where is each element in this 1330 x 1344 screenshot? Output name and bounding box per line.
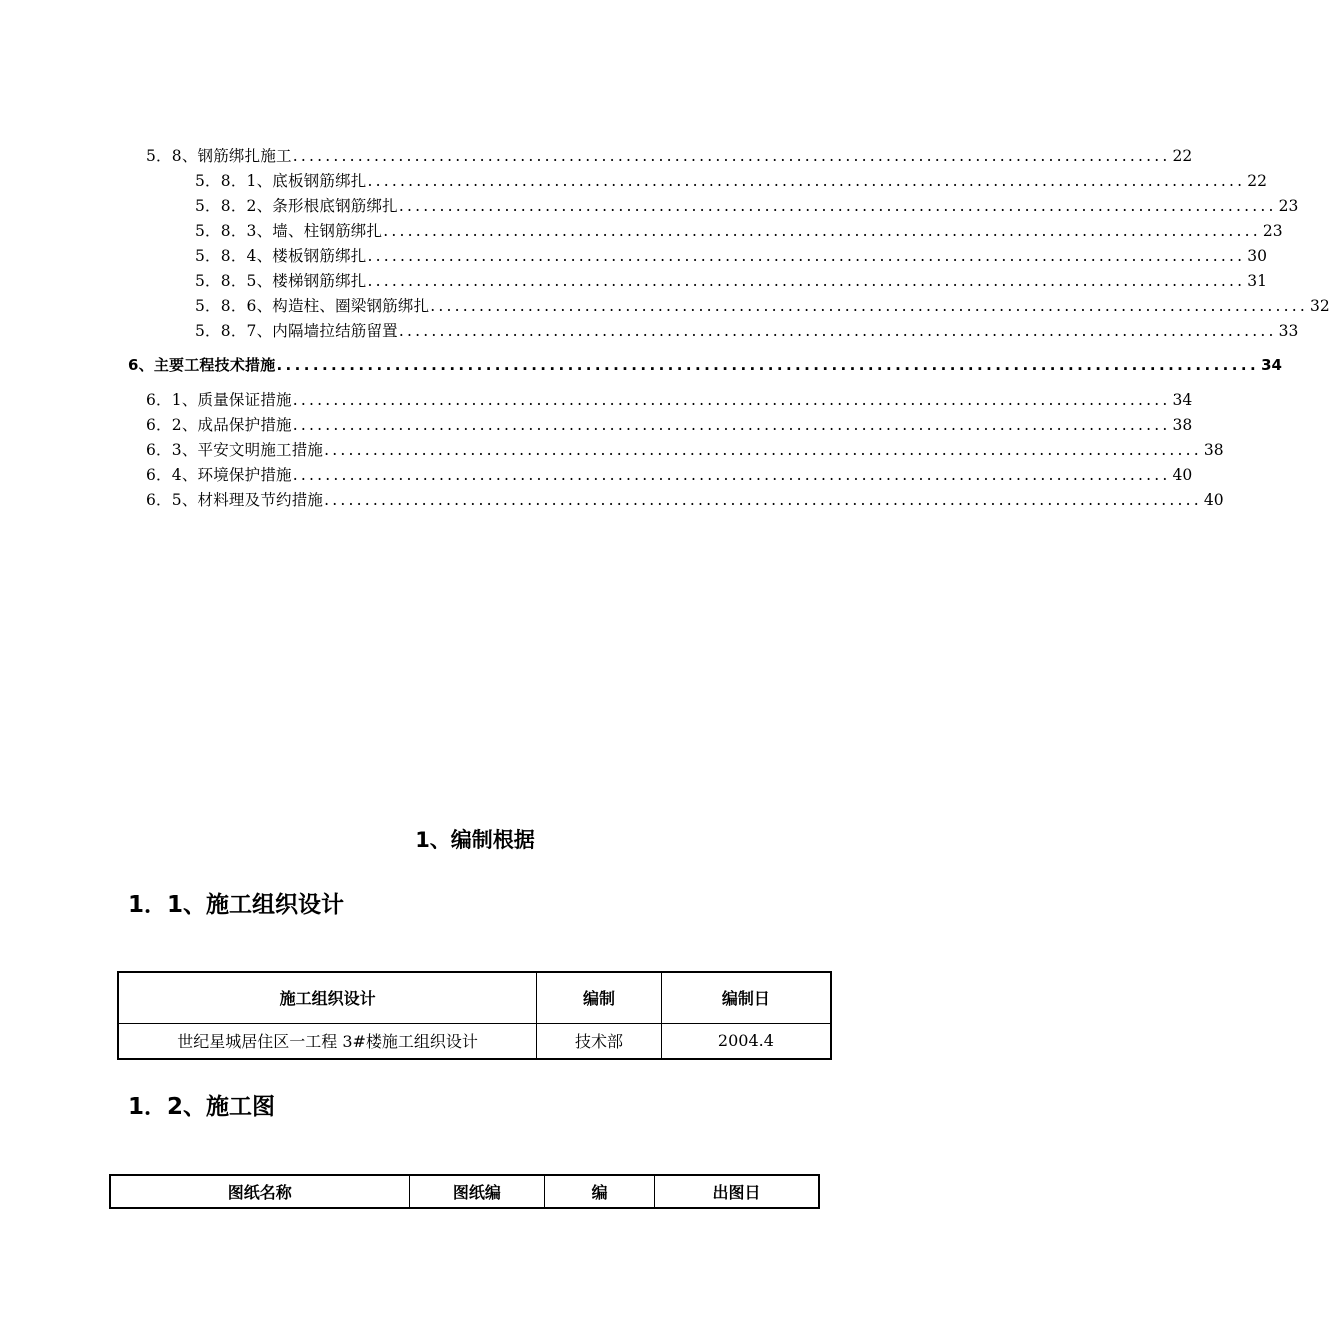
toc-entry[interactable] <box>195 271 1267 291</box>
table-cell: 技术部 <box>537 1023 662 1059</box>
toc-entry-label: 5．8．6、构造柱、圈梁钢筋绑扎 <box>195 297 430 315</box>
toc-entry-label: 5．8．2、条形根底钢筋绑扎 <box>195 197 398 215</box>
toc-entry-label: 5．8、钢筋绑扎施工 <box>146 147 292 165</box>
table-header-cell: 图纸名称 <box>110 1175 409 1208</box>
toc-entry-page: 23 <box>1278 197 1299 215</box>
toc-entry-page: 30 <box>1247 247 1267 265</box>
toc-entry-label: 5．8．1、底板钢筋绑扎 <box>195 172 367 190</box>
toc-leader-dots: ............................................................................................................ <box>367 172 1246 190</box>
toc-entry-page: 38 <box>1172 416 1193 434</box>
toc-leader-dots: ............................................................................................................ <box>292 466 1171 484</box>
table-header-cell: 编制 <box>537 972 662 1023</box>
toc-leader-dots: ............................................................................................................ <box>383 222 1261 240</box>
toc-entry-page: 22 <box>1247 172 1267 190</box>
toc-entry-label: 6、主要工程技术措施 <box>128 356 276 374</box>
table-header-cell: 施工组织设计 <box>118 972 537 1023</box>
toc-entry[interactable] <box>146 415 1193 435</box>
toc-entry-label: 5．8．7、内隔墙拉结筋留置 <box>195 322 398 340</box>
toc-leader-dots: ............................................................................................................ <box>292 416 1171 434</box>
toc-entry-page: 34 <box>1172 391 1193 409</box>
toc-entry-page: 23 <box>1262 222 1283 240</box>
subsection-heading-construction-design: 1．1、施工组织设计 <box>128 892 345 918</box>
table-header-row <box>118 972 831 1023</box>
construction-design-table <box>117 971 832 1060</box>
toc-entry[interactable] <box>195 321 1299 341</box>
toc-entry[interactable] <box>146 390 1193 410</box>
toc-entry[interactable] <box>146 490 1224 510</box>
toc-entry[interactable] <box>195 171 1267 191</box>
table-header-cell: 编 <box>545 1175 655 1208</box>
toc-entry[interactable] <box>195 296 1330 316</box>
toc-entry[interactable] <box>195 196 1299 216</box>
toc-entry-label: 6．5、材料理及节约措施 <box>146 491 324 509</box>
toc-leader-dots: ............................................................................................................ <box>292 147 1171 165</box>
toc-entry[interactable] <box>146 465 1193 485</box>
table-cell: 2004.4 <box>661 1023 831 1059</box>
toc-entry-label: 5．8．3、墙、柱钢筋绑扎 <box>195 222 383 240</box>
toc-entry-label: 6．2、成品保护措施 <box>146 416 292 434</box>
table-header-cell: 出图日 <box>654 1175 819 1208</box>
table-row <box>118 1023 831 1059</box>
table-cell: 世纪星城居住区一工程 3#楼施工组织设计 <box>118 1023 537 1059</box>
table-header-cell: 编制日 <box>661 972 831 1023</box>
toc-entry-page: 34 <box>1261 356 1282 374</box>
toc-leader-dots: ............................................................................................................ <box>398 197 1277 215</box>
toc-entry-label: 6．3、平安文明施工措施 <box>146 441 324 459</box>
toc-leader-dots: ............................................................................................................ <box>398 322 1277 340</box>
toc-leader-dots: ............................................................................................................ <box>367 247 1246 265</box>
toc-entry-page: 32 <box>1310 297 1330 315</box>
section-heading: 1、编制根据 <box>415 828 535 852</box>
toc-entry[interactable] <box>195 246 1267 266</box>
toc-entry-label: 6．4、环境保护措施 <box>146 466 292 484</box>
toc-entry-page: 33 <box>1278 322 1299 340</box>
toc-entry[interactable] <box>146 146 1193 166</box>
toc-entry[interactable] <box>146 440 1224 460</box>
table-header-row <box>110 1175 819 1208</box>
toc-leader-dots: ............................................................................................................ <box>430 297 1309 315</box>
toc-leader-dots: ............................................................................................................ <box>292 391 1171 409</box>
toc-entry-label: 6．1、质量保证措施 <box>146 391 292 409</box>
toc-entry-page: 22 <box>1172 147 1193 165</box>
toc-leader-dots: ............................................................................................................ <box>367 272 1246 290</box>
toc-leader-dots: ............................................................................................................ <box>324 441 1202 459</box>
toc-entry-page: 40 <box>1172 466 1193 484</box>
toc-entry-chapter[interactable] <box>128 355 1282 375</box>
toc-entry-page: 31 <box>1247 272 1267 290</box>
toc-entry[interactable] <box>195 221 1283 241</box>
toc-entry-label: 5．8．5、楼梯钢筋绑扎 <box>195 272 367 290</box>
toc-leader-dots: ............................................................................................................ <box>324 491 1202 509</box>
table-header-cell: 图纸编 <box>409 1175 545 1208</box>
toc-entry-label: 5．8．4、楼板钢筋绑扎 <box>195 247 367 265</box>
toc-entry-page: 38 <box>1203 441 1224 459</box>
subsection-heading-drawings: 1．2、施工图 <box>128 1094 276 1120</box>
toc-leader-dots: ............................................................................................................ <box>276 356 1260 374</box>
drawings-table <box>109 1174 820 1209</box>
toc-entry-page: 40 <box>1203 491 1224 509</box>
